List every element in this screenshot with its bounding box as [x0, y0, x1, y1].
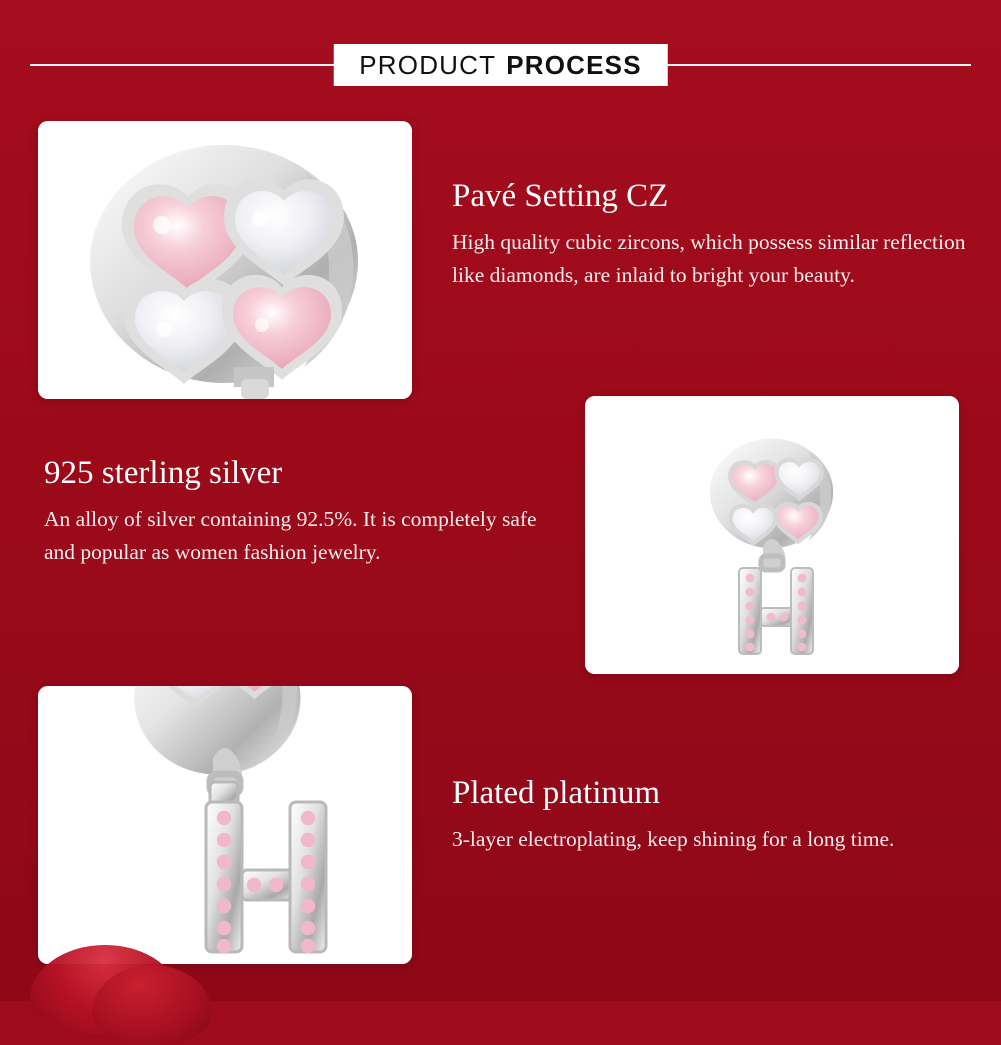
- feature-image-sterling-silver: [585, 396, 959, 674]
- feature-image-pave-setting-cz: [38, 121, 412, 399]
- page-header: [0, 44, 1001, 86]
- clover-key-charm-full-icon: [585, 396, 959, 674]
- feature-image-plated-platinum: [38, 686, 412, 964]
- feature-body-pave-setting-cz: High quality cubic zircons, which possess similar reflection like diamonds, are inlaid to bright your beauty.: [452, 230, 966, 287]
- page-title-badge: [333, 44, 668, 86]
- feature-heading-plated-platinum: Plated platinum: [452, 775, 661, 811]
- feature-body-plated-platinum: 3-layer electroplating, keep shining for a long time.: [452, 827, 895, 852]
- key-pendant-closeup-icon: [38, 686, 412, 964]
- clover-charm-closeup-icon: [38, 121, 412, 399]
- page-title-light: PRODUCT: [359, 49, 497, 80]
- feature-text-pave-setting-cz: [452, 178, 972, 292]
- feature-heading-sterling-silver: 925 sterling silver: [44, 455, 283, 491]
- feature-heading-pave-setting-cz: Pavé Setting CZ: [452, 178, 669, 214]
- feature-text-plated-platinum: [452, 775, 952, 856]
- decorative-petal-right: [92, 965, 212, 1045]
- page-title-bold: PROCESS: [506, 49, 642, 80]
- feature-text-sterling-silver: [44, 455, 544, 569]
- feature-body-sterling-silver: An alloy of silver containing 92.5%. It is completely safe and popular as women fashion jewelry.: [44, 507, 537, 564]
